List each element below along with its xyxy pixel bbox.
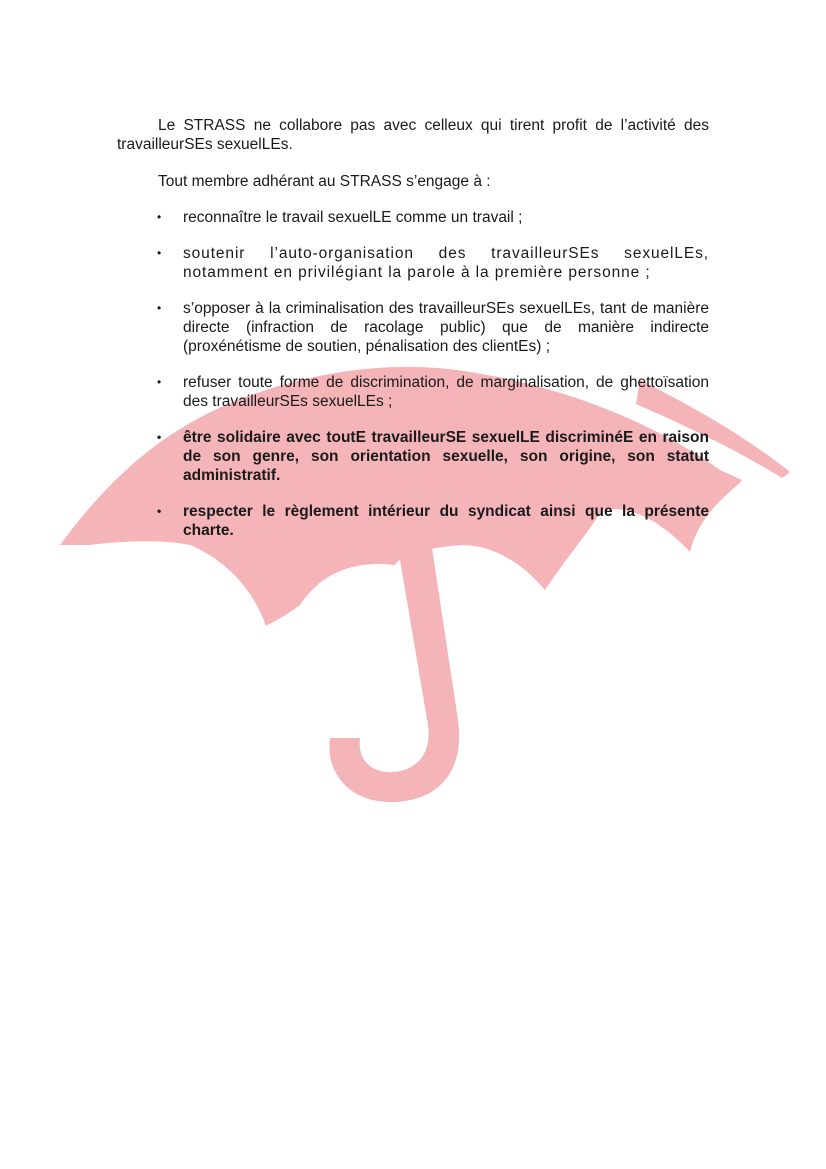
list-item-text: refuser toute forme de discrimination, de marginalisation, de ghettoïsation des travailleurSEs sexuelLEs ; — [183, 374, 709, 410]
bullet-icon: • — [157, 210, 162, 224]
list-item — [117, 373, 709, 411]
list-item-text: soutenir l’auto-organisation des travailleurSEs sexuelLEs, notamment en privilégiant la parole à la première personne ; — [183, 245, 709, 281]
list-item — [117, 208, 709, 227]
charter-text — [117, 116, 709, 557]
bullet-icon: • — [157, 430, 162, 444]
list-item — [117, 299, 709, 356]
intro-paragraph: Le STRASS ne collabore pas avec celleux qui tirent profit de l’activité des travailleurSEs sexuelLEs. — [117, 117, 709, 153]
list-item-text: respecter le règlement intérieur du syndicat ainsi que la présente charte. — [183, 503, 709, 539]
list-item — [117, 502, 709, 540]
bullet-icon: • — [157, 504, 162, 518]
bullet-icon: • — [157, 246, 162, 260]
commitment-intro: Tout membre adhérant au STRASS s’engage à : — [158, 173, 491, 190]
bullet-icon: • — [157, 301, 162, 315]
list-item-text: être solidaire avec toutE travailleurSE sexuelLE discriminéE en raison de son genre, son orientation sexuelle, son origine, son statut administratif. — [183, 429, 709, 484]
commitment-list — [117, 208, 709, 540]
list-item-text: reconnaître le travail sexuelLE comme un travail ; — [183, 209, 523, 226]
list-item — [117, 428, 709, 485]
list-item-text: s’opposer à la criminalisation des travailleurSEs sexuelLEs, tant de manière directe (infraction de racolage public) que de manière indirecte (proxénétisme de soutien, pénalisation des clientEs) ; — [183, 300, 709, 355]
bullet-icon: • — [157, 375, 162, 389]
list-item — [117, 244, 709, 282]
